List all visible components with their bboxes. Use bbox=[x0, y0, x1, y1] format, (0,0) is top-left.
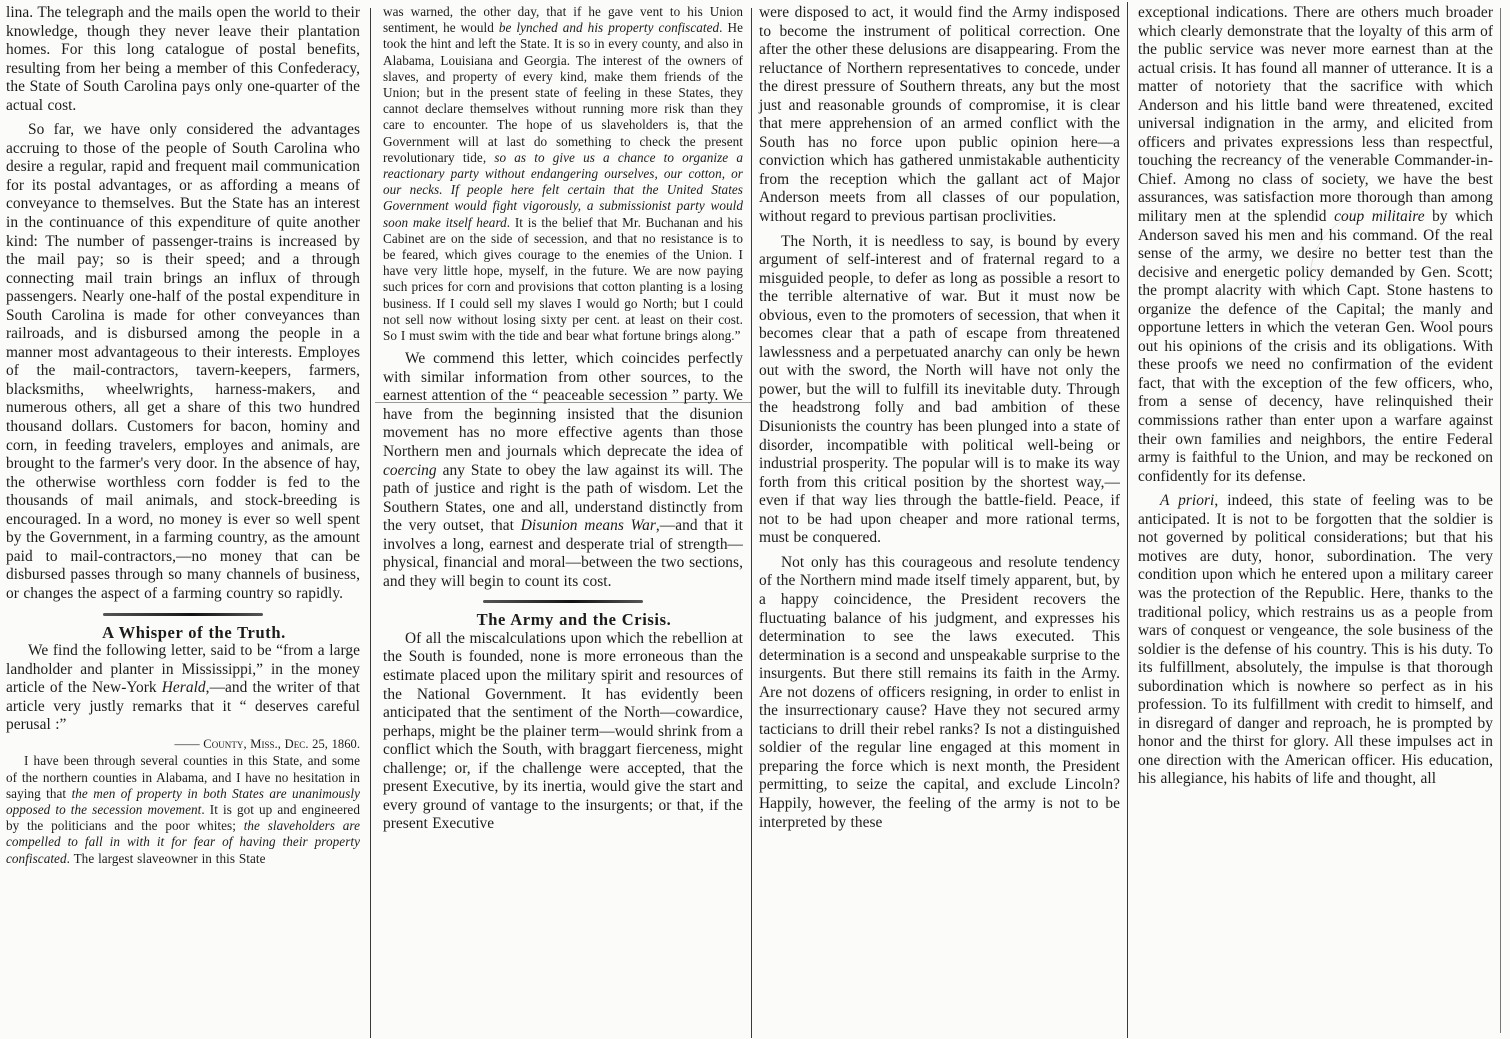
paragraph: Not only has this courageous and resolute tendency of the Northern mind made itself timely apparent, but, by a happy coincidence, the President recovers the fluctuating balance of his judgment, and expresses his determination to see the laws executed. This determination is a second and unspeakable surprise to the insurgents. But there still remains its faith in the Army. Are not dozens of officers resigning, in order to enlist in the insurrectionary cause? Have they not secured army tacticians to drill their rebel ranks? Is not a distinguished soldier of the regular line engaged at this moment in preparing the force which is next month, the President permitting, to seize the capital, and exclude Lincoln? Happily, however, the feeling of the army is not to be interpreted by these bbox=[759, 553, 1120, 831]
paragraph: We find the following letter, said to be “from a large landholder and planter in Mississippi,” in the money article of the New-York Herald,—and the writer of that article very justly remarks that it “ deserves careful perusal :” bbox=[6, 642, 360, 734]
column-1 bbox=[6, 4, 360, 867]
letter-paragraph: was warned, the other day, that if he gave vent to his Union sentiment, he would be lynched and his property confiscated. He took the hint and left the State. It is so in every county, and also in Alabama, Louisiana and Georgia. The interest of the owners of slaves, and property of every kind, make them friends of the Union; but in the present state of feeling in these States, they cannot declare themselves without running more risk than they care to encounter. The hope of us slaveholders is, that the Government will at last do something to check the present revolutionary tide, so as to give us a chance to organize a reactionary party without endangering ourselves, our cotton, or our necks. If people here felt certain that the United States Government would fight vigorously, a submissionist party would soon make itself heard. It is the belief that Mr. Buchanan and his Cabinet are on the side of secession, and that no resistance is to be feared, which gives courage to the enemies of the Union. I have very little hope, myself, in the future. We are now paying such prices for corn and provisions that cotton planting is a losing business. If I could sell my slaves I would go North; but I could not sell now without losing sixty per cent. at least on their cost. So I must swim with the tide and bear what fortune brings along.” bbox=[383, 4, 743, 344]
paragraph: Of all the miscalculations upon which the rebellion at the South is founded, none is more erroneous than the estimate placed upon the military spirit and resources of the National Government. It has evidently been anticipated that the sentiment of the North—cowardice, perhaps, might be the plainer term—would shrink from a conflict which the South, with braggart fierceness, might challenge; or, if the challenge were accepted, that the present Executive, by its inertia, would give the start and every ground of vantage to the insurgents; or that, if the present Executive bbox=[383, 629, 743, 833]
paragraph: exceptional indications. There are others much broader which clearly demonstrate that the loyalty of this arm of the public service was never more earnest than at the actual crisis. It has found all manner of utterance. It is a matter of notoriety that the sacrifice with which Anderson and his little band were threatened, excited universal indignation in the army, and elicited from officers and privates expressions less than respectful, touching the recreancy of the venerable Commander-in-Chief. Among no class of society, we have the best assurances, was satisfaction more thorough than among military men at the splendid coup militaire by which Anderson saved his men and his command. Of the real sense of the army, we desire no better test than the decisive and energetic policy demanded by Gen. Scott; the prompt alacrity with which Capt. Stone hastens to organize the defence of the Capital; the manly and opportune letters in which the veteran Gen. Wool pours out his opinions of the crisis and its obligations. With these proofs we need no confirmation of the evident fact, that with the exception of the few officers, who, from a sense of decency, have relinquished their commissions rather than enter upon a warfare against their own families and neighbors, the entire Federal army is faithful to the Union, and may be reckoned on confidently for its defense. bbox=[1138, 4, 1493, 485]
column-2 bbox=[383, 4, 743, 834]
column-3 bbox=[759, 4, 1120, 832]
column-rule bbox=[751, 8, 752, 1038]
section-divider bbox=[103, 613, 263, 616]
headline-whisper-of-the-truth: A Whisper of the Truth. bbox=[102, 622, 286, 642]
paragraph: lina. The telegraph and the mails open the world to their knowledge, though they never leave their plantation homes. For this long catalogue of postal benefits, resulting from her being a member of this Confederacy, the State of South Carolina pays only one-quarter of the actual cost. bbox=[6, 4, 360, 114]
quoted-letter-continued bbox=[383, 4, 743, 344]
letter-dateline: —— County, Miss., Dec. 25, 1860. bbox=[174, 736, 360, 751]
quoted-letter bbox=[6, 753, 360, 866]
paragraph: We commend this letter, which coincides perfectly with similar information from other sources, to the earnest attention of the “ peaceable secession ” party. We have from the beginning insisted that the disunion movement has no more effective agents than those Northern men and journals which deprecate the idea of coercing any State to obey the law against its will. The path of justice and right is the path of wisdom. Let the Southern States, one and all, understand distinctly from the very outset, that Disunion means War,—and that it involves a long, earnest and desperate trial of strength—physical, financial and moral—between the two sections, and they will begin to count its cost. bbox=[383, 350, 744, 590]
paragraph: The North, it is needless to say, is bound by every argument of self-interest and of fraternal regard to a misguided people, to defer as long as possible a resort to the terrible alternative of war. But it must now be obvious, even to the promoters of secession, that when it becomes clear that a path of escape from threatened lawlessness and a perpetuated anarchy can only be hewn out with the sword, the North will have not only the power, but the will to fulfill its inevitable duty. Through the headstrong folly and bad ambition of these Disunionists the country has been plunged into a state of disorder, incompatible with political well-being or industrial prosperity. The popular will is to make its way forth from this critical position by the shortest way,—even if that way lies through the battle-field. Peace, if not to be had upon cheaper and more rational terms, must be conquered. bbox=[759, 232, 1120, 547]
column-4 bbox=[1138, 4, 1493, 789]
paragraph: So far, we have only considered the advantages accruing to those of the people of South Carolina who desire a regular, rapid and frequent mail communication for its postal advantages, or as affording a means of conveyance to themselves. But the State has an interest in the continuance of this expenditure of quite another kind: The number of passenger-trains is increased by the mail pay; so is their speed; and a through connecting mail train brings an influx of through passengers. Nearly one-half of the postal expenditure in South Carolina is made for other conveyances than railroads, and is disbursed among the people in a manner most advantageous to their interests. Employes of the mail-contractors, tavern-keepers, farmers, blacksmiths, wheelwrights, harness-makers, and numerous others, all get a share of this two hundred thousand dollars. Customers for bacon, hominy and corn, in feeding travelers, employes and animals, are brought to the farmer's very door. In the absence of hay, the otherwise worthless corn fodder is fed to the thousands of mail animals, and stock-breeding is encouraged. In a word, no money is ever so well spent by the Government, in a farming country, as the amount paid to mail-contractors,—no money that can be disbursed passes through so many channels of business, or changes the aspect of a farming country so rapidly. bbox=[6, 121, 360, 602]
page-edge-rule bbox=[1500, 8, 1501, 1033]
column-rule bbox=[370, 8, 371, 1038]
headline-army-and-crisis: The Army and the Crisis. bbox=[476, 610, 672, 630]
section-divider bbox=[483, 600, 643, 603]
paragraph: were disposed to act, it would find the Army indisposed to become the instrument of political correction. One after the other these delusions are disappearing. From the reluctance of Northern representatives to concede, under the direst pressure of Southern threats, any but the most just and reasonable grounds of compromise, it is clear that mere apprehension of an armed conflict with the South has no force upon public opinion here—a conviction which has gathered unmistakable authenticity from the reception which the gallant act of Major Anderson meets from all classes of our population, without regard to previous partisan proclivities. bbox=[759, 4, 1120, 226]
column-rule bbox=[1127, 2, 1128, 1038]
letter-paragraph: I have been through several counties in this State, and some of the northern counties in Alabama, and I have no hesitation in saying that the men of property in both States are unanimously opposed to the secession movement. It is got up and engineered by the politicians and the poor whites; the slaveholders are compelled to fall in with it for fear of having their property confiscated. The largest slaveowner in this State bbox=[6, 753, 361, 866]
paragraph: A priori, indeed, this state of feeling was to be anticipated. It is not to be forgotten that the soldier is not governed by political considerations; but that his motives are duty, honor, subordination. The very condition upon which he entered upon a military career was the protection of the Republic. Here, thanks to the traditional policy, which restrains us as a people from wars of conquest or vengeance, the sole business of the soldier is the defense of his country. This is his duty. To its fulfillment, absolutely, the impulse is that thorough subordination which is nowhere so perfect as in his profession. To its fulfillment with credit to himself, and in disregard of danger and reproach, he is prompted by honor and the thirst for glory. All these impulses act in one direction with the American officer. His education, his allegiance, his habits of life and thought, all bbox=[1138, 492, 1493, 788]
